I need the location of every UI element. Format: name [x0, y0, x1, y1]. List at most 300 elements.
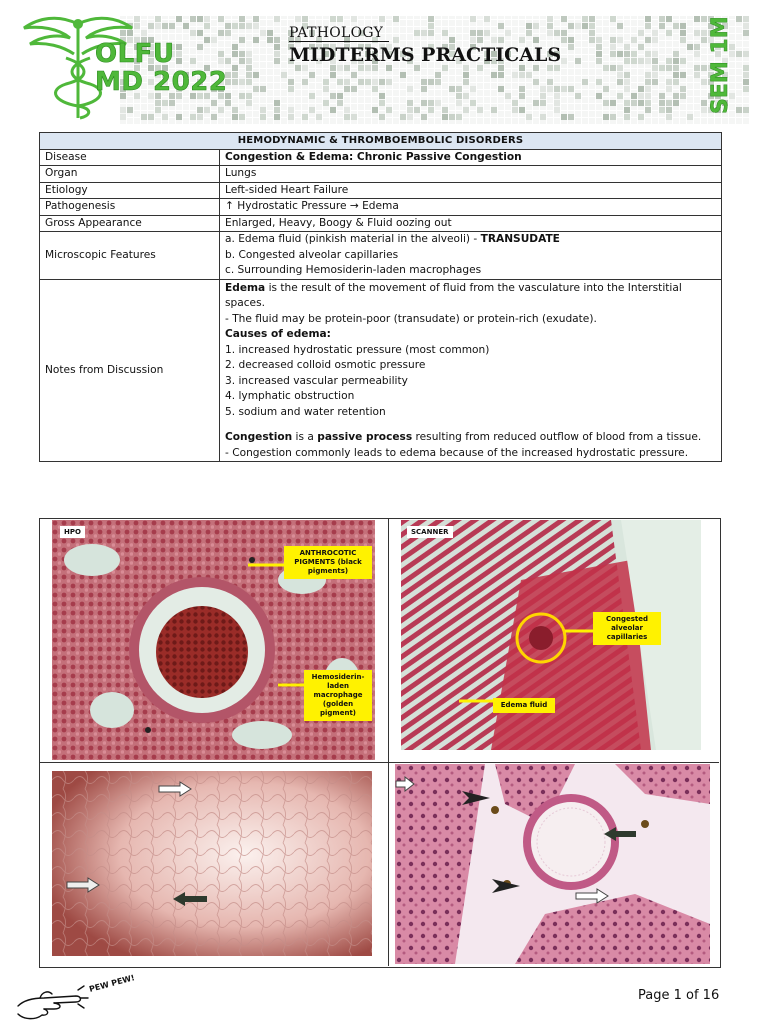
mosaic-tile	[673, 51, 679, 57]
mosaic-tile	[610, 65, 616, 71]
notes-value	[220, 279, 722, 462]
black-arrow-icon	[172, 891, 208, 907]
causes-heading: Causes of edema:	[225, 328, 331, 340]
mosaic-tile	[239, 58, 245, 64]
mosaic-tile	[610, 100, 616, 106]
mosaic-tile	[253, 72, 259, 78]
mosaic-tile	[680, 93, 686, 99]
finger-gun-doodle-icon	[14, 973, 136, 1024]
mosaic-tile	[393, 16, 399, 22]
mosaic-tile	[253, 37, 259, 43]
mosaic-tile	[666, 114, 672, 120]
mosaic-tile	[659, 16, 665, 22]
mosaic-tile	[575, 58, 581, 64]
mosaic-tile	[477, 30, 483, 36]
mosaic-tile	[694, 65, 700, 71]
mosaic-tile	[589, 37, 595, 43]
table-row	[40, 232, 722, 280]
mosaic-tile	[512, 100, 518, 106]
mosaic-tile	[743, 107, 749, 113]
mosaic-tile	[624, 107, 630, 113]
mosaic-tile	[743, 72, 749, 78]
mosaic-tile	[246, 72, 252, 78]
mosaic-tile	[456, 100, 462, 106]
mosaic-tile	[295, 16, 301, 22]
mosaic-tile	[463, 107, 469, 113]
mosaic-tile	[435, 72, 441, 78]
cause-item: 4. lymphatic obstruction	[225, 390, 355, 402]
row-label: Organ	[40, 166, 220, 183]
row-label: Notes from Discussion	[40, 279, 220, 462]
mosaic-tile	[526, 72, 532, 78]
mosaic-tile	[323, 86, 329, 92]
mosaic-tile	[449, 37, 455, 43]
mosaic-tile	[435, 100, 441, 106]
mosaic-tile	[344, 114, 350, 120]
capillaries-pointer-icon	[565, 626, 595, 636]
mosaic-tile	[610, 51, 616, 57]
mosaic-tile	[631, 51, 637, 57]
logo-wordmark	[95, 40, 227, 96]
mosaic-tile	[456, 86, 462, 92]
table-row	[40, 149, 722, 166]
mosaic-tile	[526, 114, 532, 120]
edema-def: is the result of the movement of fluid from the vasculature into the Interstitial spaces.	[225, 281, 682, 309]
mosaic-tile	[386, 79, 392, 85]
micro-item: b. Congested alveolar capillaries	[225, 248, 399, 261]
mosaic-tile	[456, 114, 462, 120]
mosaic-tile	[267, 30, 273, 36]
mosaic-tile	[302, 114, 308, 120]
mosaic-tile	[470, 100, 476, 106]
mosaic-tile	[694, 30, 700, 36]
mosaic-tile	[519, 107, 525, 113]
mosaic-tile	[379, 114, 385, 120]
mosaic-tile	[239, 79, 245, 85]
mosaic-tile	[330, 107, 336, 113]
mosaic-tile	[239, 37, 245, 43]
cause-item: 2. decreased colloid osmotic pressure	[225, 359, 426, 371]
mosaic-tile	[323, 100, 329, 106]
mosaic-tile	[379, 79, 385, 85]
mosaic-tile	[337, 16, 343, 22]
mosaic-tile	[673, 79, 679, 85]
mosaic-tile	[603, 65, 609, 71]
mosaic-tile	[253, 86, 259, 92]
mosaic-tile	[659, 107, 665, 113]
mosaic-tile	[498, 37, 504, 43]
mosaic-tile	[631, 100, 637, 106]
mosaic-tile	[428, 79, 434, 85]
mosaic-tile	[610, 37, 616, 43]
mosaic-tile	[596, 37, 602, 43]
mosaic-tile	[428, 23, 434, 29]
micro-item: c. Surrounding Hemosiderin-laden macrophages	[225, 264, 482, 276]
mosaic-tile	[568, 37, 574, 43]
mosaic-tile	[442, 30, 448, 36]
mosaic-tile	[645, 72, 651, 78]
mosaic-tile	[743, 16, 749, 22]
macrophage-pointer-icon	[278, 680, 306, 690]
mosaic-tile	[330, 72, 336, 78]
mosaic-tile	[659, 100, 665, 106]
mosaic-tile	[505, 93, 511, 99]
mosaic-tile	[617, 23, 623, 29]
mosaic-tile	[561, 58, 567, 64]
mosaic-tile	[540, 86, 546, 92]
mosaic-tile	[358, 79, 364, 85]
mosaic-tile	[470, 16, 476, 22]
mosaic-tile	[239, 16, 245, 22]
mosaic-tile	[386, 107, 392, 113]
mosaic-tile	[288, 79, 294, 85]
mosaic-tile	[463, 72, 469, 78]
mosaic-tile	[617, 51, 623, 57]
mosaic-tile	[638, 100, 644, 106]
mosaic-tile	[561, 37, 567, 43]
mosaic-tile	[372, 79, 378, 85]
mosaic-tile	[624, 44, 630, 50]
gross-value: Enlarged, Heavy, Boogy & Fluid oozing out	[220, 215, 722, 232]
mosaic-tile	[638, 44, 644, 50]
mosaic-tile	[652, 37, 658, 43]
logo-line1: OLFU	[95, 39, 175, 69]
mosaic-tile	[638, 114, 644, 120]
mosaic-tile	[575, 23, 581, 29]
table-row	[40, 199, 722, 216]
page-title: MIDTERMS PRACTICALS	[289, 44, 562, 66]
mosaic-tile	[505, 30, 511, 36]
mosaic-tile	[617, 93, 623, 99]
mosaic-tile	[638, 93, 644, 99]
mosaic-tile	[512, 72, 518, 78]
mosaic-tile	[645, 79, 651, 85]
organ-value: Lungs	[220, 166, 722, 183]
mosaic-tile	[624, 58, 630, 64]
mosaic-tile	[470, 37, 476, 43]
mosaic-tile	[302, 79, 308, 85]
mosaic-tile	[407, 86, 413, 92]
edema-term: Edema	[225, 281, 266, 294]
mosaic-tile	[617, 65, 623, 71]
mosaic-tile	[540, 100, 546, 106]
spacer	[225, 420, 716, 430]
mosaic-tile	[239, 51, 245, 57]
mosaic-tile	[617, 79, 623, 85]
mosaic-tile	[246, 79, 252, 85]
mosaic-tile	[561, 30, 567, 36]
mosaic-tile	[568, 44, 574, 50]
mosaic-tile	[631, 93, 637, 99]
mosaic-tile	[274, 37, 280, 43]
mosaic-tile	[316, 114, 322, 120]
mosaic-tile	[526, 23, 532, 29]
scanner-micrograph	[401, 520, 701, 750]
mosaic-tile	[603, 86, 609, 92]
mosaic-tile	[554, 30, 560, 36]
hpo-tag: HPO	[60, 526, 85, 538]
mosaic-tile	[274, 16, 280, 22]
subject-underline	[289, 41, 389, 42]
mosaic-tile	[666, 65, 672, 71]
mosaic-tile	[246, 58, 252, 64]
mosaic-tile	[659, 23, 665, 29]
mosaic-tile	[351, 16, 357, 22]
mosaic-tile	[519, 93, 525, 99]
mosaic-tile	[666, 107, 672, 113]
table-row	[40, 215, 722, 232]
mosaic-tile	[470, 30, 476, 36]
mosaic-tile	[260, 30, 266, 36]
mosaic-tile	[519, 37, 525, 43]
mosaic-tile	[652, 79, 658, 85]
arrowhead-icon	[491, 878, 521, 894]
mosaic-tile	[344, 86, 350, 92]
row-label: Pathogenesis	[40, 199, 220, 216]
mosaic-tile	[540, 114, 546, 120]
mosaic-tile	[463, 93, 469, 99]
mosaic-tile	[337, 100, 343, 106]
mosaic-tile	[561, 16, 567, 22]
white-arrow-icon	[66, 877, 100, 893]
mosaic-tile	[470, 86, 476, 92]
mosaic-tile	[281, 72, 287, 78]
mosaic-tile	[743, 51, 749, 57]
mosaic-tile	[442, 107, 448, 113]
mosaic-tile	[645, 51, 651, 57]
edema-callout: Edema fluid	[493, 698, 555, 713]
mosaic-tile	[393, 37, 399, 43]
mosaic-tile	[561, 86, 567, 92]
edema-pointer-icon	[459, 696, 495, 706]
mosaic-tile	[246, 51, 252, 57]
mosaic-tile	[610, 44, 616, 50]
mosaic-tile	[652, 72, 658, 78]
mosaic-tile	[554, 93, 560, 99]
mosaic-tile	[330, 16, 336, 22]
mosaic-tile	[624, 86, 630, 92]
mosaic-tile	[449, 86, 455, 92]
mosaic-tile	[351, 86, 357, 92]
pathogenesis-value: ↑ Hydrostatic Pressure → Edema	[220, 199, 722, 216]
mosaic-tile	[540, 93, 546, 99]
mosaic-tile	[694, 44, 700, 50]
mosaic-tile	[323, 79, 329, 85]
grid-divider-horizontal	[39, 762, 719, 763]
mosaic-tile	[624, 72, 630, 78]
mosaic-tile	[603, 114, 609, 120]
mosaic-tile	[372, 107, 378, 113]
mosaic-tile	[330, 93, 336, 99]
mosaic-tile	[260, 86, 266, 92]
mosaic-tile	[743, 30, 749, 36]
mosaic-tile	[533, 100, 539, 106]
mosaic-tile	[428, 107, 434, 113]
pigment-callout: ANTHROCOTIC PIGMENTS (black pigments)	[284, 546, 372, 579]
mosaic-tile	[680, 30, 686, 36]
mosaic-tile	[554, 107, 560, 113]
mosaic-tile	[631, 37, 637, 43]
mosaic-tile	[337, 93, 343, 99]
mosaic-tile	[680, 58, 686, 64]
mosaic-tile	[309, 107, 315, 113]
mosaic-tile	[484, 30, 490, 36]
mosaic-tile	[666, 86, 672, 92]
edema-lowpower-micrograph	[52, 771, 372, 956]
mosaic-tile	[491, 107, 497, 113]
mosaic-tile	[239, 114, 245, 120]
semester-label: SEM 1M	[708, 16, 733, 114]
mosaic-tile	[743, 79, 749, 85]
mosaic-tile	[554, 100, 560, 106]
mosaic-tile	[659, 65, 665, 71]
mosaic-tile	[512, 107, 518, 113]
semester-badge	[702, 16, 742, 117]
mosaic-tile	[645, 86, 651, 92]
mosaic-tile	[624, 114, 630, 120]
mosaic-tile	[477, 107, 483, 113]
mosaic-tile	[260, 114, 266, 120]
mosaic-tile	[421, 79, 427, 85]
mosaic-tile	[638, 30, 644, 36]
disease-value: Congestion & Edema: Chronic Passive Congestion	[220, 149, 722, 166]
mosaic-tile	[519, 86, 525, 92]
table-row	[40, 182, 722, 199]
mosaic-tile	[246, 23, 252, 29]
mosaic-tile	[680, 37, 686, 43]
mosaic-tile	[596, 79, 602, 85]
edema-lowpower-image	[52, 771, 372, 956]
mosaic-tile	[680, 72, 686, 78]
congestion-note: - Congestion commonly leads to edema because of the increased hydrostatic pressure.	[225, 446, 689, 459]
mosaic-tile	[533, 37, 539, 43]
row-label: Etiology	[40, 182, 220, 199]
mosaic-tile	[645, 58, 651, 64]
mosaic-tile	[547, 16, 553, 22]
mosaic-tile	[743, 23, 749, 29]
mosaic-tile	[673, 23, 679, 29]
mosaic-tile	[351, 72, 357, 78]
mosaic-tile	[680, 23, 686, 29]
mosaic-tile	[421, 30, 427, 36]
mosaic-tile	[582, 79, 588, 85]
capillaries-callout: Congested alveolar capillaries	[593, 612, 661, 645]
mosaic-tile	[645, 37, 651, 43]
mosaic-tile	[652, 51, 658, 57]
mosaic-tile	[379, 16, 385, 22]
edema-definition	[225, 281, 716, 312]
mosaic-tile	[435, 79, 441, 85]
mosaic-tile	[246, 93, 252, 99]
mosaic-tile	[400, 72, 406, 78]
mosaic-tile	[687, 44, 693, 50]
mosaic-tile	[449, 114, 455, 120]
mosaic-tile	[694, 16, 700, 22]
mosaic-tile	[498, 86, 504, 92]
mosaic-tile	[442, 114, 448, 120]
mosaic-tile	[568, 86, 574, 92]
mosaic-tile	[526, 30, 532, 36]
mosaic-tile	[267, 37, 273, 43]
mosaic-tile	[547, 86, 553, 92]
mosaic-tile	[638, 86, 644, 92]
row-label: Gross Appearance	[40, 215, 220, 232]
mosaic-tile	[484, 16, 490, 22]
congestion-rest: resulting from reduced outflow of blood from a tissue.	[412, 431, 702, 443]
table-heading: HEMODYNAMIC & THROMBOEMBOLIC DISORDERS	[40, 133, 722, 150]
mosaic-tile	[274, 44, 280, 50]
mosaic-tile	[645, 107, 651, 113]
mosaic-tile	[673, 58, 679, 64]
mosaic-tile	[603, 100, 609, 106]
mosaic-tile	[274, 51, 280, 57]
mosaic-tile	[561, 114, 567, 120]
etiology-value: Left-sided Heart Failure	[220, 182, 722, 199]
mosaic-tile	[428, 30, 434, 36]
row-label: Disease	[40, 149, 220, 166]
mosaic-tile	[344, 79, 350, 85]
congestion-mid: is a	[292, 431, 318, 443]
mosaic-tile	[274, 58, 280, 64]
mosaic-tile	[337, 79, 343, 85]
mosaic-tile	[582, 16, 588, 22]
mosaic-tile	[568, 114, 574, 120]
scanner-tag: SCANNER	[407, 526, 453, 538]
mosaic-tile	[547, 30, 553, 36]
mosaic-tile	[421, 114, 427, 120]
mosaic-tile	[498, 23, 504, 29]
mosaic-tile	[624, 100, 630, 106]
mosaic-tile	[288, 107, 294, 113]
mosaic-tile	[652, 65, 658, 71]
table-row	[40, 166, 722, 183]
mosaic-tile	[673, 65, 679, 71]
mosaic-tile	[253, 23, 259, 29]
cause-item: 5. sodium and water retention	[225, 405, 386, 418]
mosaic-tile	[617, 37, 623, 43]
mosaic-tile	[477, 37, 483, 43]
subject-label: PATHOLOGY	[289, 25, 384, 41]
mosaic-tile	[617, 72, 623, 78]
mosaic-tile	[239, 93, 245, 99]
mosaic-tile	[491, 72, 497, 78]
mosaic-tile	[589, 30, 595, 36]
table-heading-row	[40, 133, 722, 150]
mosaic-tile	[645, 100, 651, 106]
transudate-label: TRANSUDATE	[480, 233, 560, 245]
arrowhead-icon	[461, 790, 491, 806]
mosaic-tile	[421, 86, 427, 92]
mosaic-tile	[246, 65, 252, 71]
mosaic-tile	[680, 86, 686, 92]
mosaic-tile	[407, 107, 413, 113]
grid-divider-vertical	[388, 518, 389, 966]
mosaic-tile	[288, 114, 294, 120]
logo-line2: MD 2022	[95, 67, 228, 97]
mosaic-tile	[309, 72, 315, 78]
mosaic-tile	[274, 114, 280, 120]
mosaic-tile	[694, 72, 700, 78]
mosaic-tile	[351, 114, 357, 120]
macrophage-callout: Hemosiderin-laden macrophage (golden pigment)	[304, 670, 372, 721]
mosaic-tile	[519, 72, 525, 78]
mosaic-tile	[624, 51, 630, 57]
micro-item	[225, 232, 716, 248]
mosaic-tile	[610, 114, 616, 120]
mosaic-tile	[274, 100, 280, 106]
mosaic-tile	[414, 30, 420, 36]
mosaic-tile	[652, 58, 658, 64]
